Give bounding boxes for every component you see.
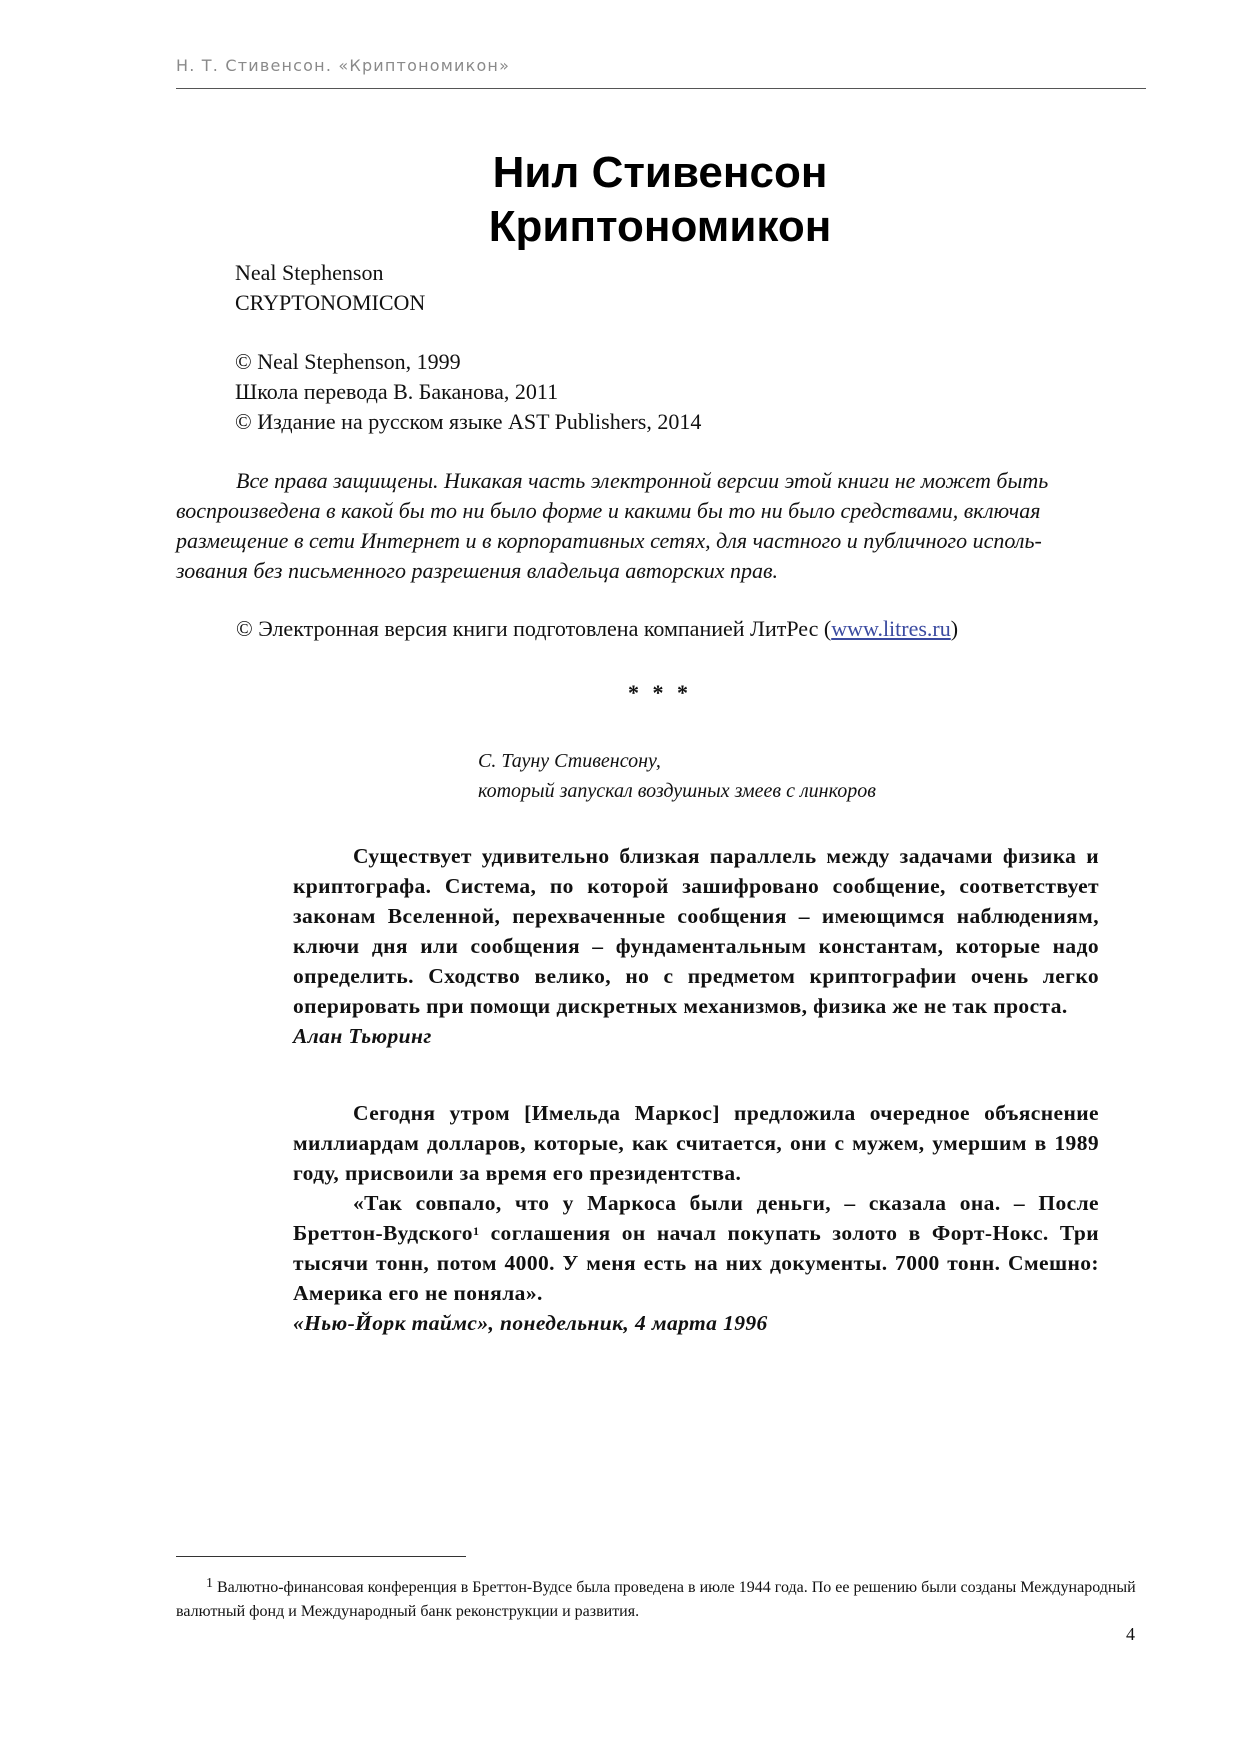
dedication-line: С. Тауну Стивенсону,	[478, 750, 661, 772]
original-author: Neal Stephenson	[235, 260, 384, 285]
litres-notice	[236, 614, 958, 644]
epigraph-nyt	[293, 1098, 1099, 1338]
litres-link[interactable]: www.litres.ru	[831, 616, 951, 641]
copyright-block	[235, 347, 701, 437]
original-title: CRYPTONOMICON	[235, 290, 426, 315]
footnote-divider	[176, 1556, 466, 1557]
epigraph-quote-start: «Так совпало, что у Маркоса были деньги, – сказала она. – После Бреттон-Вудского	[293, 1191, 1099, 1245]
running-header: Н. Т. Стивенсон. «Криптономикон»	[176, 56, 511, 75]
legal-line: Все права защищены. Никакая часть электронной версии этой книги не может быть	[236, 468, 1049, 493]
epigraph-turing	[293, 841, 1099, 1051]
legal-line: зования без письменного разрешения владельца авторских прав.	[176, 558, 779, 583]
footnote-text: Валютно-финансовая конференция в Бреттон-Вудсе была проведена в июле 1944 года. По ее решению были созданы Международный валютный фонд и Международный банк реконструкции и развития.	[176, 1579, 1136, 1620]
litres-suffix: )	[950, 616, 959, 641]
epigraph-quote-end: соглашения он начал покупать золото в Форт-Нокс. Три тысячи тонн, потом 4000. У меня есть на них документы. 7000 тонн. Смешно: Америка его не поняла».	[293, 1221, 1099, 1305]
footnote	[176, 1576, 1146, 1624]
legal-line: размещение в сети Интернет и в корпоративных сетях, для частного и публичного исполь-	[176, 528, 1042, 553]
epigraph-source: «Нью-Йорк таймс», понедельник, 4 марта 1996	[293, 1311, 768, 1335]
copyright-line: © Neal Stephenson, 1999	[235, 349, 461, 374]
epigraph-author: Алан Тьюринг	[293, 1024, 432, 1048]
litres-prefix: © Электронная версия книги подготовлена компанией ЛитРес (	[236, 616, 832, 641]
book-title	[0, 146, 1241, 254]
header-divider	[176, 88, 1146, 89]
title-author: Нил Стивенсон	[492, 148, 828, 197]
dedication-line: который запускал воздушных змеев с линкоров	[478, 780, 876, 802]
original-title-block	[235, 258, 425, 318]
section-separator: * * *	[628, 680, 692, 705]
footnote-reference[interactable]: 1	[472, 1224, 480, 1238]
copyright-line: Школа перевода В. Баканова, 2011	[235, 379, 559, 404]
epigraph-paragraph	[293, 1188, 1099, 1308]
title-book: Криптономикон	[488, 202, 832, 251]
page-number: 4	[1126, 1624, 1135, 1644]
copyright-line: © Издание на русском языке AST Publishers, 2014	[235, 409, 702, 434]
epigraph-text: Существует удивительно близкая параллель между задачами физика и криптографа. Система, по которой зашифровано сообщение, соответствует законам Вселенной, перехваченные сообщения – имеющимся наблюдениям, ключи дня или сообщения – фундаментальным константам, которые надо определить. Сходство велико, но с предметом криптографии очень легко оперировать при помощи дискретных механизмов, физика же не так проста.	[293, 844, 1099, 1018]
dedication	[478, 746, 876, 806]
footnote-number: 1	[206, 1576, 213, 1591]
epigraph-paragraph: Сегодня утром [Имельда Маркос] предложила очередное объяснение миллиардам долларов, которые, как считается, они с мужем, умершим в 1989 году, присвоили за время его президентства.	[293, 1101, 1099, 1185]
legal-line: воспроизведена в какой бы то ни было форме и какими бы то ни было средствами, включая	[176, 498, 1041, 523]
legal-notice	[176, 466, 1146, 586]
